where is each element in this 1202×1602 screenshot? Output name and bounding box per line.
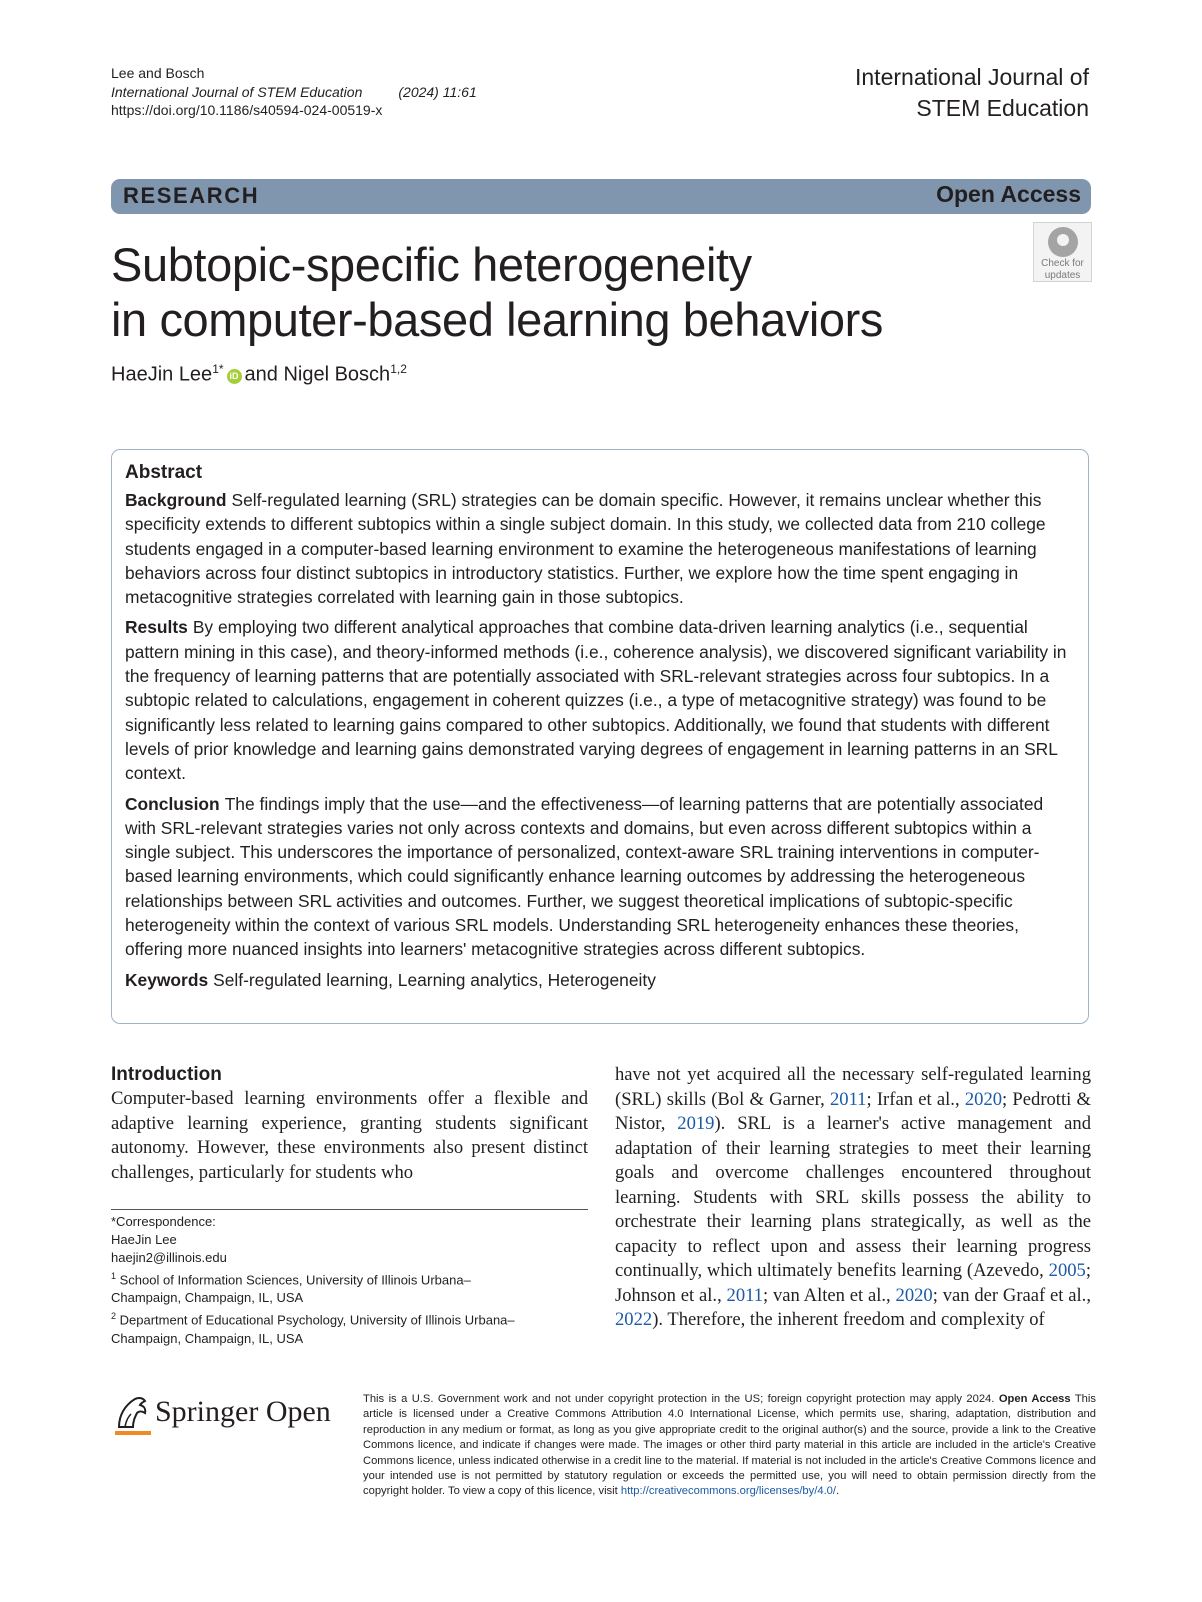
conclusion-label: Conclusion [125,793,220,814]
footnote-line: *Correspondence: [111,1214,216,1229]
intro-text: ; van der Graaf et al., [932,1284,1091,1306]
article-type: RESEARCH [123,183,260,208]
abstract-heading: Abstract [125,462,203,483]
orcid-icon[interactable]: iD [227,369,242,384]
citation-link[interactable]: 2011 [829,1088,867,1110]
keywords-text: Self-regulated learning, Learning analytics, Heterogeneity [213,969,656,990]
intro-text: ). Therefore, the inherent freedom and complexity of [652,1309,1045,1330]
brand-open: Open [265,1395,331,1428]
affil-marker: 1 [111,1271,117,1281]
keywords-label: Keywords [125,969,209,990]
author-2-affil: 1,2 [390,362,407,376]
results-text: By employing two different analytical approaches that combine data-driven learning analytics (i.e., sequential pattern mining in this case), and theory-informed methods (i.e., coherence analysis), we discovered significant variability in the frequency of learning patterns that are potentially associated with SRL-relevant strategies across four subtopics. In a subtopic related to calculations, engagement in coherent quizzes (i.e., a type of metacognitive strategy) was found to be significantly less related to learning gains compared to other subtopics. Additionally, we found that students with different levels of prior knowledge and learning gains demonstrated varying degrees of engagement in learning patterns in an SRL context. [125,617,1067,784]
brand-springer: Springer [155,1395,259,1428]
citation-link[interactable]: 2019 [677,1113,715,1134]
footnote-line: HaeJin Lee [111,1232,177,1247]
footnote-line: School of Information Sciences, University of Illinois Urbana– [116,1272,471,1288]
check-updates-line2: updates [1044,270,1081,281]
intro-text: ; van Alten et al., [763,1284,896,1306]
doi-link[interactable]: https://doi.org/10.1186/s40594-024-00519-x [111,102,383,118]
intro-left-column [111,1063,588,1185]
intro-paragraph-right [615,1063,1091,1333]
springer-horse-icon [113,1393,151,1433]
intro-paragraph-left: Computer-based learning environments offer a flexible and adaptive learning experience, granting students significant autonomy. However, these environments also present distinct challenges, particularly for students who [111,1088,588,1183]
abstract-box [111,449,1089,1024]
background-text: Self-regulated learning (SRL) strategies can be domain specific. However, it remains unclear whether this specificity extends to different subtopics within a single subject domain. In this study, we collected data from 210 college students engaged in a computer-based learning environment to examine the heterogeneous manifestations of learning behaviors across four distinct subtopics in introductory statistics. Further, we explore how the time spent engaging in metacognitive strategies correlated with learning gain in those subtopics. [125,490,1046,608]
citation-link[interactable]: 2011 [726,1284,764,1306]
author-list [111,362,407,387]
author-1: HaeJin Lee [111,363,213,386]
article-meta [111,64,477,120]
license-part: . [836,1485,840,1498]
footnote-line: Champaign, Champaign, IL, USA [111,1290,304,1306]
author-1-affil: 1* [212,362,224,376]
abstract-keywords [125,968,1076,992]
check-updates-icon [1048,227,1078,257]
footnote-line: Department of Educational Psychology, University of Illinois Urbana– [116,1312,515,1328]
intro-right-column [615,1063,1091,1333]
citation-link[interactable]: 2022 [615,1309,653,1330]
intro-text: ; Johnson et al., [615,1260,1091,1306]
license-open-access: Open Access [998,1393,1071,1405]
volume-info: (2024) 11:61 [398,83,477,100]
check-updates-line1: Check for [1041,258,1084,269]
journal-title-line2: STEM Education [916,95,1089,121]
intro-heading: Introduction [111,1064,222,1085]
springer-wordmark [155,1395,331,1429]
citation-link[interactable]: 2005 [1048,1260,1086,1281]
intro-text: ; Irfan et al., [866,1088,965,1110]
abstract-conclusion [125,792,1076,962]
license-part: This article is licensed under a Creative Commons Attribution 4.0 International License, which permits use, sharing, adaptation, distribution and reproduction in any medium or format, as long as you give appropriate credit to the original author(s) and the source, provide a link to the Creative Commons licence, and indicate if changes were made. The images or other third party material in this article are included in the article's Creative Commons licence, unless indicated otherwise in a credit line to the material. If material is not included in the article's Creative Commons licence and your intended use is not permitted by statutory regulation or exceeds the permitted use, you will need to obtain permission directly from the copyright holder. To view a copy of this licence, visit [363,1393,1096,1498]
author-2: and Nigel Bosch [244,363,391,386]
journal-name: International Journal of STEM Education [111,83,363,100]
abstract-background [125,488,1076,609]
journal-title-line1: International Journal of [855,64,1089,90]
intro-text: ; Pedrotti & Nistor, [615,1088,1092,1134]
footnote-divider [111,1209,588,1210]
check-for-updates-badge[interactable] [1033,222,1092,282]
intro-text: ). SRL is a learner's active management and adaptation of their learning strategies to meet their learning goals and overcome challenges encountered throughout learning. Students with SRL skills possess the ability to orchestrate their learning plans strategically, as well as the capacity to reflect upon and assess their learning progress continually, which ultimately benefits learning (Azevedo, [615,1113,1091,1281]
authors-short: Lee and Bosch [111,65,205,81]
license-link[interactable]: http://creativecommons.org/licenses/by/4.0/ [620,1485,837,1498]
open-access-label: Open Access [936,181,1081,207]
background-label: Background [125,490,227,510]
affiliation-2 [111,1307,515,1329]
license-text [363,1392,1096,1500]
conclusion-text: The findings imply that the use—and the effectiveness—of learning patterns that are potentially associated with SRL-relevant strategies varies not only across contexts and domains, but even across different subtopics within a single subject. This underscores the importance of personalized, context-aware SRL training interventions in computer-based learning environments, which could significantly enhance learning outcomes by addressing the heterogeneous relationships between SRL activities and outcomes. Further, we suggest theoretical implications of subtopic-specific heterogeneity within the context of various SRL models. Understanding SRL heterogeneity enhances these theories, offering more nuanced insights into learners' metacognitive strategies across different subtopics. [125,793,1044,960]
logo-accent-bar [115,1431,151,1435]
footnote-line: Champaign, Champaign, IL, USA [111,1330,304,1346]
article-title [111,237,883,347]
article-type-band [111,179,1091,214]
citation-link[interactable]: 2020 [964,1088,1003,1110]
affiliation-1 [111,1267,515,1289]
results-label: Results [125,617,188,638]
correspondence-email[interactable]: haejin2@illinois.edu [111,1250,227,1265]
abstract-results [125,615,1076,785]
affil-marker: 2 [111,1311,117,1322]
title-line1: Subtopic-specific heterogeneity [111,238,752,291]
license-part: This is a U.S. Government work and not under copyright protection in the US; foreign copyright protection may apply 2024. [363,1393,999,1405]
citation-link[interactable]: 2020 [895,1284,933,1306]
correspondence-footnote [111,1213,515,1348]
journal-title [855,62,1089,124]
intro-text: have not yet acquired all the necessary self-regulated learning (SRL) skills (Bol & Garner, [615,1064,1091,1110]
title-line2: in computer-based learning behaviors [111,293,884,346]
